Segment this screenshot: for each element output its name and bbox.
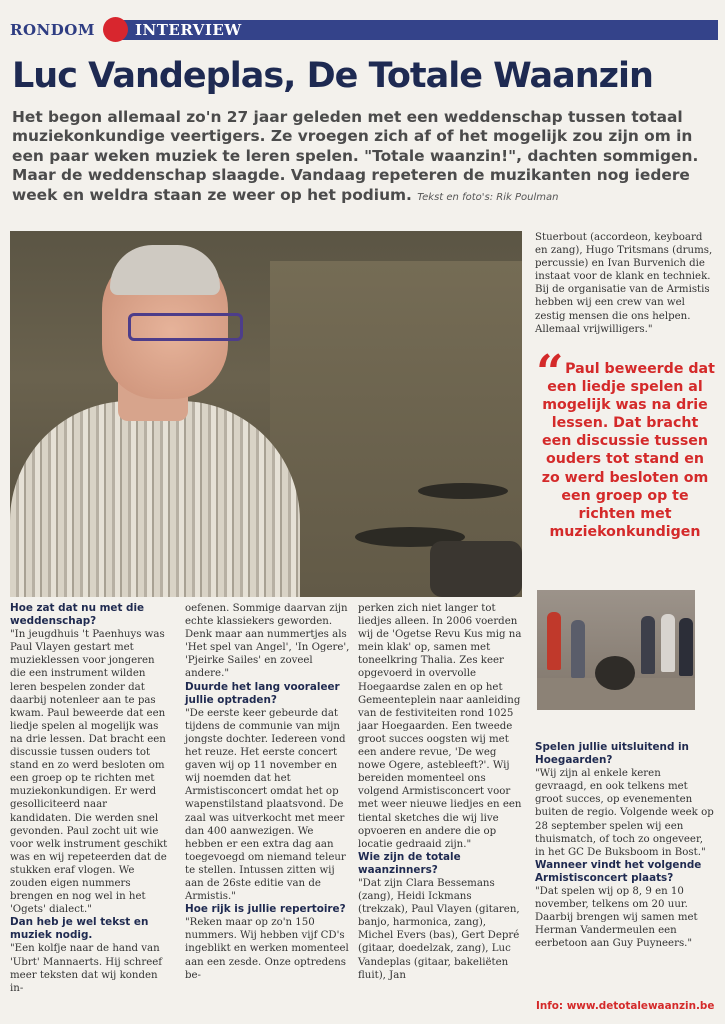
glasses-icon (128, 313, 243, 341)
band-member (571, 620, 585, 678)
pull-quote (535, 360, 715, 541)
text-column-4-top: Stuerbout (accordeon, keyboard en zang), Hugo Tritsmans (drums, percussie) en Ivan Burvenich die instaat voor de klank en techniek. Bij de organisatie van de Armistis hebben wij een crew van wel zestig mensen die ons helpen. Allemaal vrijwilligers." (535, 232, 713, 335)
striped-shirt (10, 401, 300, 597)
text-column-4 (535, 741, 715, 951)
pull-quote-text: Paul beweerde dat een liedje spelen al mogelijk was na drie lessen. Dat bracht een discussie tussen ouders tot stand en zo werd besloten om een groep op te richten met muziekonkundigen (541, 361, 715, 540)
paragraph: "Dat zijn Clara Bessemans (zang), Heidi Ickmans (trekzak), Paul Vlayen (gitaren, banjo, harmonica, zang), Michel Evers (bas), Gert Depré (gitaar, doedelzak, zang), Luc Vandeplas (gitaar, bakeliëten fluit), Jan (358, 877, 520, 981)
question-heading: Hoe zat dat nu met die weddenschap? (10, 602, 145, 628)
header-section: INTERVIEW (135, 21, 242, 39)
paragraph: "Reken maar op zo'n 150 nummers. Wij hebben vijf CD's ingeblikt en werken momenteel aan een zesde. Onze optredens be- (185, 917, 349, 981)
paragraph: perken zich niet langer tot liedjes alleen. In 2006 voerden wij de 'Ogetse Revu Kus mig na mein klak' op, samen met toneelkring Thalia. Zes keer opgevoerd in overvolle Hoegaardse zalen en op het Gemeenteplein naar aanleiding van de festiviteiten rond 1025 jaar Hoegaarden. Een tweede groot succes oogsten wij met een andere revue, 'De weg nowe Ogere, astebleeft?'. Wij bereiden momenteel ons volgend Armistisconcert voor met weer nieuwe liedjes en een tiental sketches die wij live opvoeren en andere die op locatie gedraaid zijn." (358, 603, 522, 850)
question-heading: Wanneer vindt het volgende Armistisconcert plaats? (535, 858, 702, 884)
text-column-2 (185, 602, 351, 982)
quote-mark-icon: “ (536, 345, 564, 401)
header-brand: RONDOM (10, 21, 95, 39)
paragraph: "Een kolfje naar de hand van 'Ubrt' Mannaerts. Hij schreef meer teksten dat wij konden in- (10, 943, 163, 994)
text-column-1 (10, 602, 168, 995)
portrait-photo (10, 231, 522, 597)
hair (110, 245, 220, 295)
text-column-3 (358, 602, 524, 982)
article-title: Luc Vandeplas, De Totale Waanzin (12, 56, 653, 96)
drum-kit-icon (595, 656, 635, 690)
info-link[interactable]: Info: www.detotalewaanzin.be (536, 1000, 715, 1012)
band-member (661, 614, 675, 672)
band-member (641, 616, 655, 674)
question-heading: Wie zijn de totale waanzinners? (358, 850, 461, 876)
paragraph: "Dat spelen wij op 8, 9 en 10 november, telkens om 20 uur. Daarbij brengen wij samen met Herman Vandermeulen een eerbetoon aan Guy Puyneers." (535, 886, 698, 950)
band-photo (537, 590, 695, 710)
question-heading: Hoe rijk is jullie repertoire? (185, 903, 346, 916)
paragraph: oefenen. Sommige daarvan zijn echte klassiekers geworden. Denk maar aan nummertjes als 'Het spel van Angel', 'In Ogere', 'Pjeirke Sailes' en zoveel andere." (185, 603, 350, 680)
header-dot-icon (103, 17, 128, 42)
paragraph: "De eerste keer gebeurde dat tijdens de communie van mijn jongste dochter. Iedereen vond het reuze. Het eerste concert gaven wij op 11 november en wij noemden dat het Armistisconcert omdat het op wapenstilstand plaatsvond. De zaal was uitverkocht met meer dan 400 aanwezigen. We hebben er een extra dag aan toegevoegd om niemand teleur te stellen. Intussen zitten wij aan de 26ste editie van de Armistis." (185, 707, 346, 903)
article-lead (12, 108, 712, 207)
drum-kit-icon (430, 541, 522, 597)
paragraph: "In jeugdhuis 't Paenhuys was Paul Vlayen gestart met muzieklessen voor jongeren die een instrument wilden leren bespelen zonder dat daarbij notenleer aan te pas kwam. Paul beweerde dat een liedje spelen al mogelijk was na drie lessen. Dat bracht een discussie tussen ouders tot stand en zo werd besloten om een groep op te richten met muziekonkundigen. Er werd gesolliciteerd naar kandidaten. Die werden snel gevonden. Paul zocht uit wie voor welk instrument geschikt was en wij repeteerden dat de stukken eraf vlogen. We zouden eigen nummers brengen en nog wel in het 'Ogets' dialect." (10, 629, 168, 916)
question-heading: Spelen jullie uitsluitend in Hoegaarden? (535, 741, 689, 767)
section-header (8, 18, 718, 42)
photo-credit: Tekst en foto's: Rik Poulman (417, 191, 559, 203)
lead-text: Het begon allemaal zo'n 27 jaar geleden met een weddenschap tussen totaal muziekonkundige veertigers. Ze vroegen zich af of het mogelijk zou zijn om in een paar weken muziek te leren spelen. "Totale waanzin!", dachten sommigen. Maar de weddenschap slaagde. Vandaag repeteren de muzikanten nog iedere week en weldra staan ze weer op het podium. (12, 108, 699, 204)
cymbal-icon (418, 483, 508, 499)
question-heading: Duurde het lang vooraleer jullie optraden? (185, 680, 340, 706)
band-member (547, 612, 561, 670)
paragraph: "Wij zijn al enkele keren gevraagd, en ook telkens met groot succes, op evenementen buiten de regio. Volgende week op 28 september spelen wij een thuismatch, of toch zo ongeveer, in het GC De Buksboom in Bost." (535, 768, 714, 858)
band-member (679, 618, 693, 676)
question-heading: Dan heb je wel tekst en muziek nodig. (10, 916, 149, 942)
